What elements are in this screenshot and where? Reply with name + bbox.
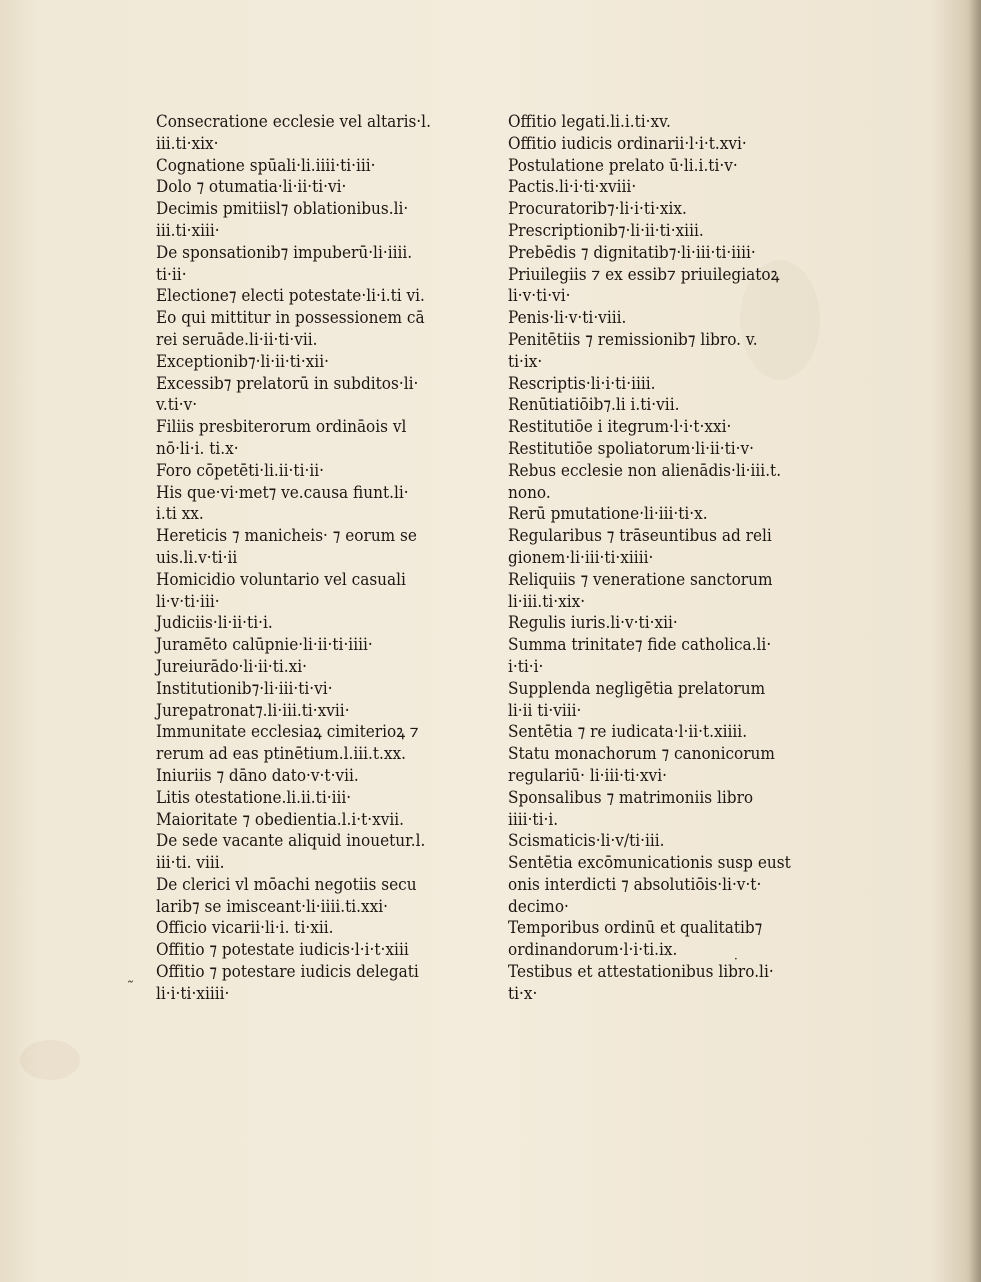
index-entry: Postulatione prelato ū·li.i.ti·v· [508,155,738,176]
index-entry: De sede vacante aliquid inouetur.l. [156,831,426,852]
index-entry: Penitētiis ⁊ remissionib⁊ libro. v. [508,329,758,350]
index-entry: Pactis.li·i·ti·xviii· [508,177,637,198]
index-entry: Restitutiōe i itegrum·l·i·t·xxi· [508,417,732,438]
index-entry: Statu monachorum ⁊ canonicorum [508,744,775,765]
index-entry: Sentētia excōmunicationis susp eust [508,853,791,874]
index-entry: Priuilegiis ⁊ ex essib⁊ priuilegiatoꝝ [508,264,780,285]
index-entry: regulariū· li·iii·ti·xvi· [508,765,667,786]
index-entry: ti·ix· [508,351,543,372]
index-entry: Officio vicarii·li·i. ti·xii. [156,918,334,939]
index-entry: Offitio ⁊ potestare iudicis delegati [156,962,419,983]
index-entry: Eo qui mittitur in possessionem cā [156,308,425,329]
margin-mark: · [734,952,738,966]
index-entry: gionem·li·iii·ti·xiiii· [508,547,654,568]
index-entry: iii.ti·xix· [156,133,219,154]
index-entry: i.ti xx. [156,504,204,525]
index-entry: Immunitate ecclesiaꝝ cimiterioꝝ ⁊ [156,722,419,743]
index-entry: iii.ti·xiii· [156,220,220,241]
index-entry: Hereticis ⁊ manicheis· ⁊ eorum se [156,526,417,547]
index-entry: Sponsalibus ⁊ matrimoniis libro [508,787,754,808]
index-entry: Homicidio voluntario vel casuali [156,569,406,590]
index-entry: Offitio legati.li.i.ti·xv. [508,112,671,132]
index-entry: Iniuriis ⁊ dāno dato·v·t·vii. [156,765,359,786]
index-entry: Scismaticis·li·v/ti·iii. [508,831,665,852]
index-entry: Summa trinitate⁊ fide catholica.li· [508,635,772,656]
index-entry: Prescriptionib⁊·li·ii·ti·xiii. [508,220,704,241]
index-entry: De clerici vl mōachi negotiis secu [156,874,417,895]
index-entry: Institutionib⁊·li·iii·ti·vi· [156,678,333,699]
index-entry: iii·ti. viii. [156,853,225,874]
index-entry: Cognatione spūali·li.iiii·ti·iii· [156,155,376,176]
index-entry: li·v·ti·iii· [156,591,220,612]
index-entry: Excessib⁊ prelatorū in subditos·li· [156,373,419,394]
index-entry: Testibus et attestationibus libro.li· [508,962,774,983]
index-entry: Supplenda negligētia prelatorum [508,678,766,699]
margin-mark: ˷ [127,968,134,984]
index-entry: li·iii.ti·xix· [508,591,586,612]
index-entry: Litis otestatione.li.ii.ti·iii· [156,787,352,808]
index-entry: Foro cōpetēti·li.ii·ti·ii· [156,460,324,481]
index-entry: Rebus ecclesie non alienādis·li·iii.t. [508,460,782,481]
index-entry: Prebēdis ⁊ dignitatib⁊·li·iii·ti·iiii· [508,242,756,263]
index-entry: nō·li·i. ti.x· [156,438,239,459]
index-entry: Offitio iudicis ordinarii·l·i·t.xvi· [508,133,747,154]
index-entry: ti·ii· [156,264,187,285]
index-entry: li·v·ti·vi· [508,286,571,307]
index-entry: De sponsationib⁊ impuberū·li·iiii. [156,242,413,263]
index-entry: li·i·ti·xiiii· [156,983,230,1004]
index-entry: iiii·ti·i. [508,809,559,830]
index-entry: uis.li.v·ti·ii [156,547,238,568]
index-entry: rerum ad eas ptinētium.l.iii.t.xx. [156,744,407,765]
index-entry: Penis·li·v·ti·viii. [508,308,627,329]
index-entry: Decimis pmitiisl⁊ oblationibus.li· [156,199,409,220]
index-column-right [508,112,798,1006]
index-entry: Offitio ⁊ potestate iudicis·l·i·t·xiii [156,940,409,961]
index-entry: onis interdicti ⁊ absolutiōis·li·v·t· [508,874,762,895]
index-column-left [156,112,456,1006]
index-entry: larib⁊ se imisceant·li·iiii.ti.xxi· [156,896,389,917]
index-entry: Dolo ⁊ otumatia·li·ii·ti·vi· [156,177,347,198]
index-entry: v.ti·v· [156,395,198,416]
paper-stain [20,1040,80,1080]
index-entry: His que·vi·met⁊ ve.causa fiunt.li· [156,482,409,503]
index-entry: decimo· [508,896,569,917]
index-entry: Jurepatronat⁊.li·iii.ti·xvii· [156,700,350,721]
index-entry: Juramēto calūpnie·li·ii·ti·iiii· [156,635,373,656]
index-entry: Judiciis·li·ii·ti·i. [156,613,273,634]
index-entry: Maioritate ⁊ obedientia.l.i·t·xvii. [156,809,405,830]
index-entry: Consecratione ecclesie vel altaris·l. [156,112,431,132]
index-entry: rei seruāde.li·ii·ti·vii. [156,329,318,350]
index-entry: Renūtiatiōib⁊.li i.ti·vii. [508,395,680,416]
index-entry: Rerū pmutatione·li·iii·ti·x. [508,504,708,525]
index-entry: Procuratorib⁊·li·i·ti·xix. [508,199,687,220]
index-entry: Filiis presbiterorum ordināois vl [156,417,407,438]
index-entry: ordinandorum·l·i·ti.ix. [508,940,678,961]
index-entry: Rescriptis·li·i·ti·iiii. [508,373,656,394]
page-edge-shadow [969,0,981,1282]
index-entry: i·ti·i· [508,656,544,677]
index-entry: Sentētia ⁊ re iudicata·l·ii·t.xiiii. [508,722,748,743]
index-entry: nono. [508,482,551,503]
index-entry: Exceptionib⁊·li·ii·ti·xii· [156,351,329,372]
index-entry: Electione⁊ electi potestate·li·i.ti vi. [156,286,425,307]
index-entry: Jureiurādo·li·ii·ti.xi· [156,656,308,677]
index-entry: Temporibus ordinū et qualitatib⁊ [508,918,763,939]
index-entry: li·ii ti·viii· [508,700,582,721]
index-entry: Reliquiis ⁊ veneratione sanctorum [508,569,773,590]
index-entry: Regulis iuris.li·v·ti·xii· [508,613,678,634]
index-entry: ti·x· [508,983,538,1004]
index-entry: Restitutiōe spoliatorum·li·ii·ti·v· [508,438,755,459]
index-entry: Regularibus ⁊ trāseuntibus ad reli [508,526,772,547]
